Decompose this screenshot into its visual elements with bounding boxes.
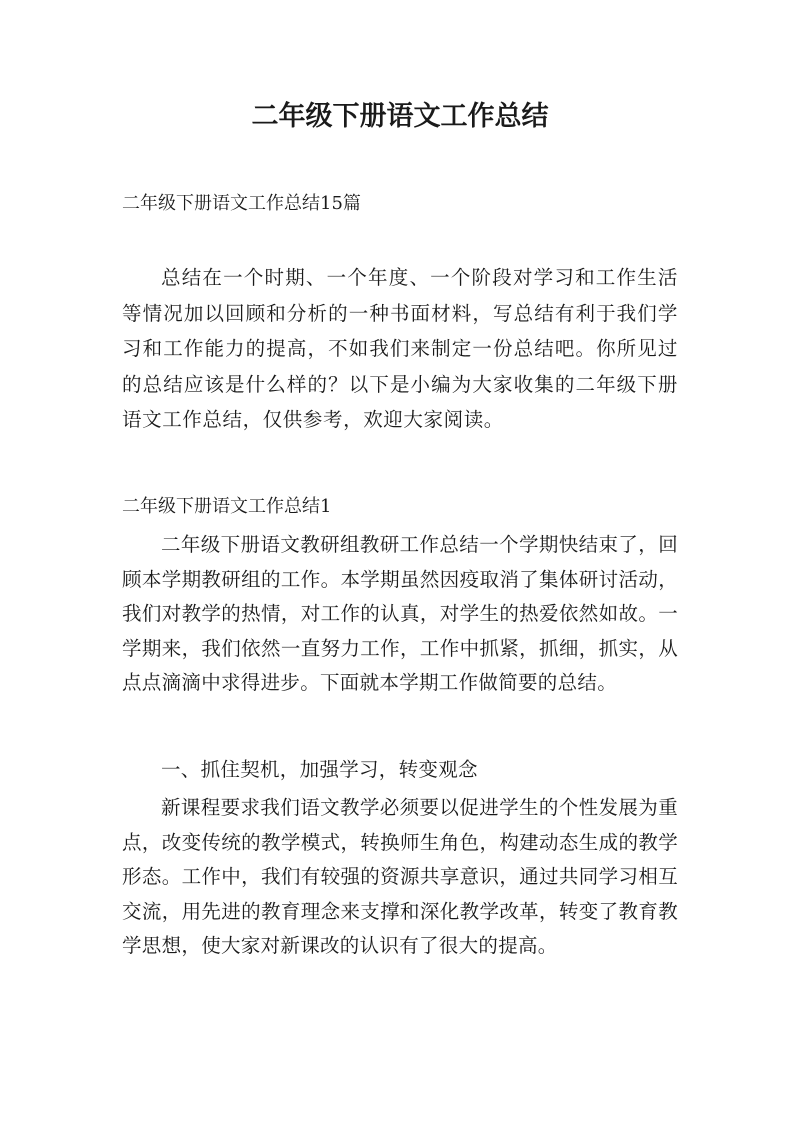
section-subheading: 一、抓住契机，加强学习，转变观念 xyxy=(161,758,478,781)
section-paragraph: 新课程要求我们语文教学必须要以促进学生的个性发展为重点，改变传统的教学模式，转换师生角色，构建动态生成的教学形态。工作中，我们有较强的资源共享意识，通过共同学习相互交流，用先进的教育理念来支撑和深化教学改革，转变了教育教学思想，使大家对新课改的认识有了很大的提高。 xyxy=(122,796,678,957)
section-heading: 二年级下册语文工作总结1 xyxy=(122,496,332,517)
intro-paragraph: 总结在一个时期、一个年度、一个阶段对学习和工作生活等情况加以回顾和分析的一种书面材料，写总结有利于我们学习和工作能力的提高，不如我们来制定一份总结吧。你所见过的总结应该是什么样的？以下是小编为大家收集的二年级下册语文工作总结，仅供参考，欢迎大家阅读。 xyxy=(122,266,678,431)
document-subtitle: 二年级下册语文工作总结15篇 xyxy=(122,193,361,214)
document-title: 二年级下册语文工作总结 xyxy=(251,101,549,132)
section-paragraph: 二年级下册语文教研组教研工作总结一个学期快结束了，回顾本学期教研组的工作。本学期虽然因疫取消了集体研讨活动，我们对教学的热情，对工作的认真，对学生的热爱依然如故。一学期来，我们依然一直努力工作，工作中抓紧，抓细，抓实，从点点滴滴中求得进步。下面就本学期工作做简要的总结。 xyxy=(122,533,678,694)
